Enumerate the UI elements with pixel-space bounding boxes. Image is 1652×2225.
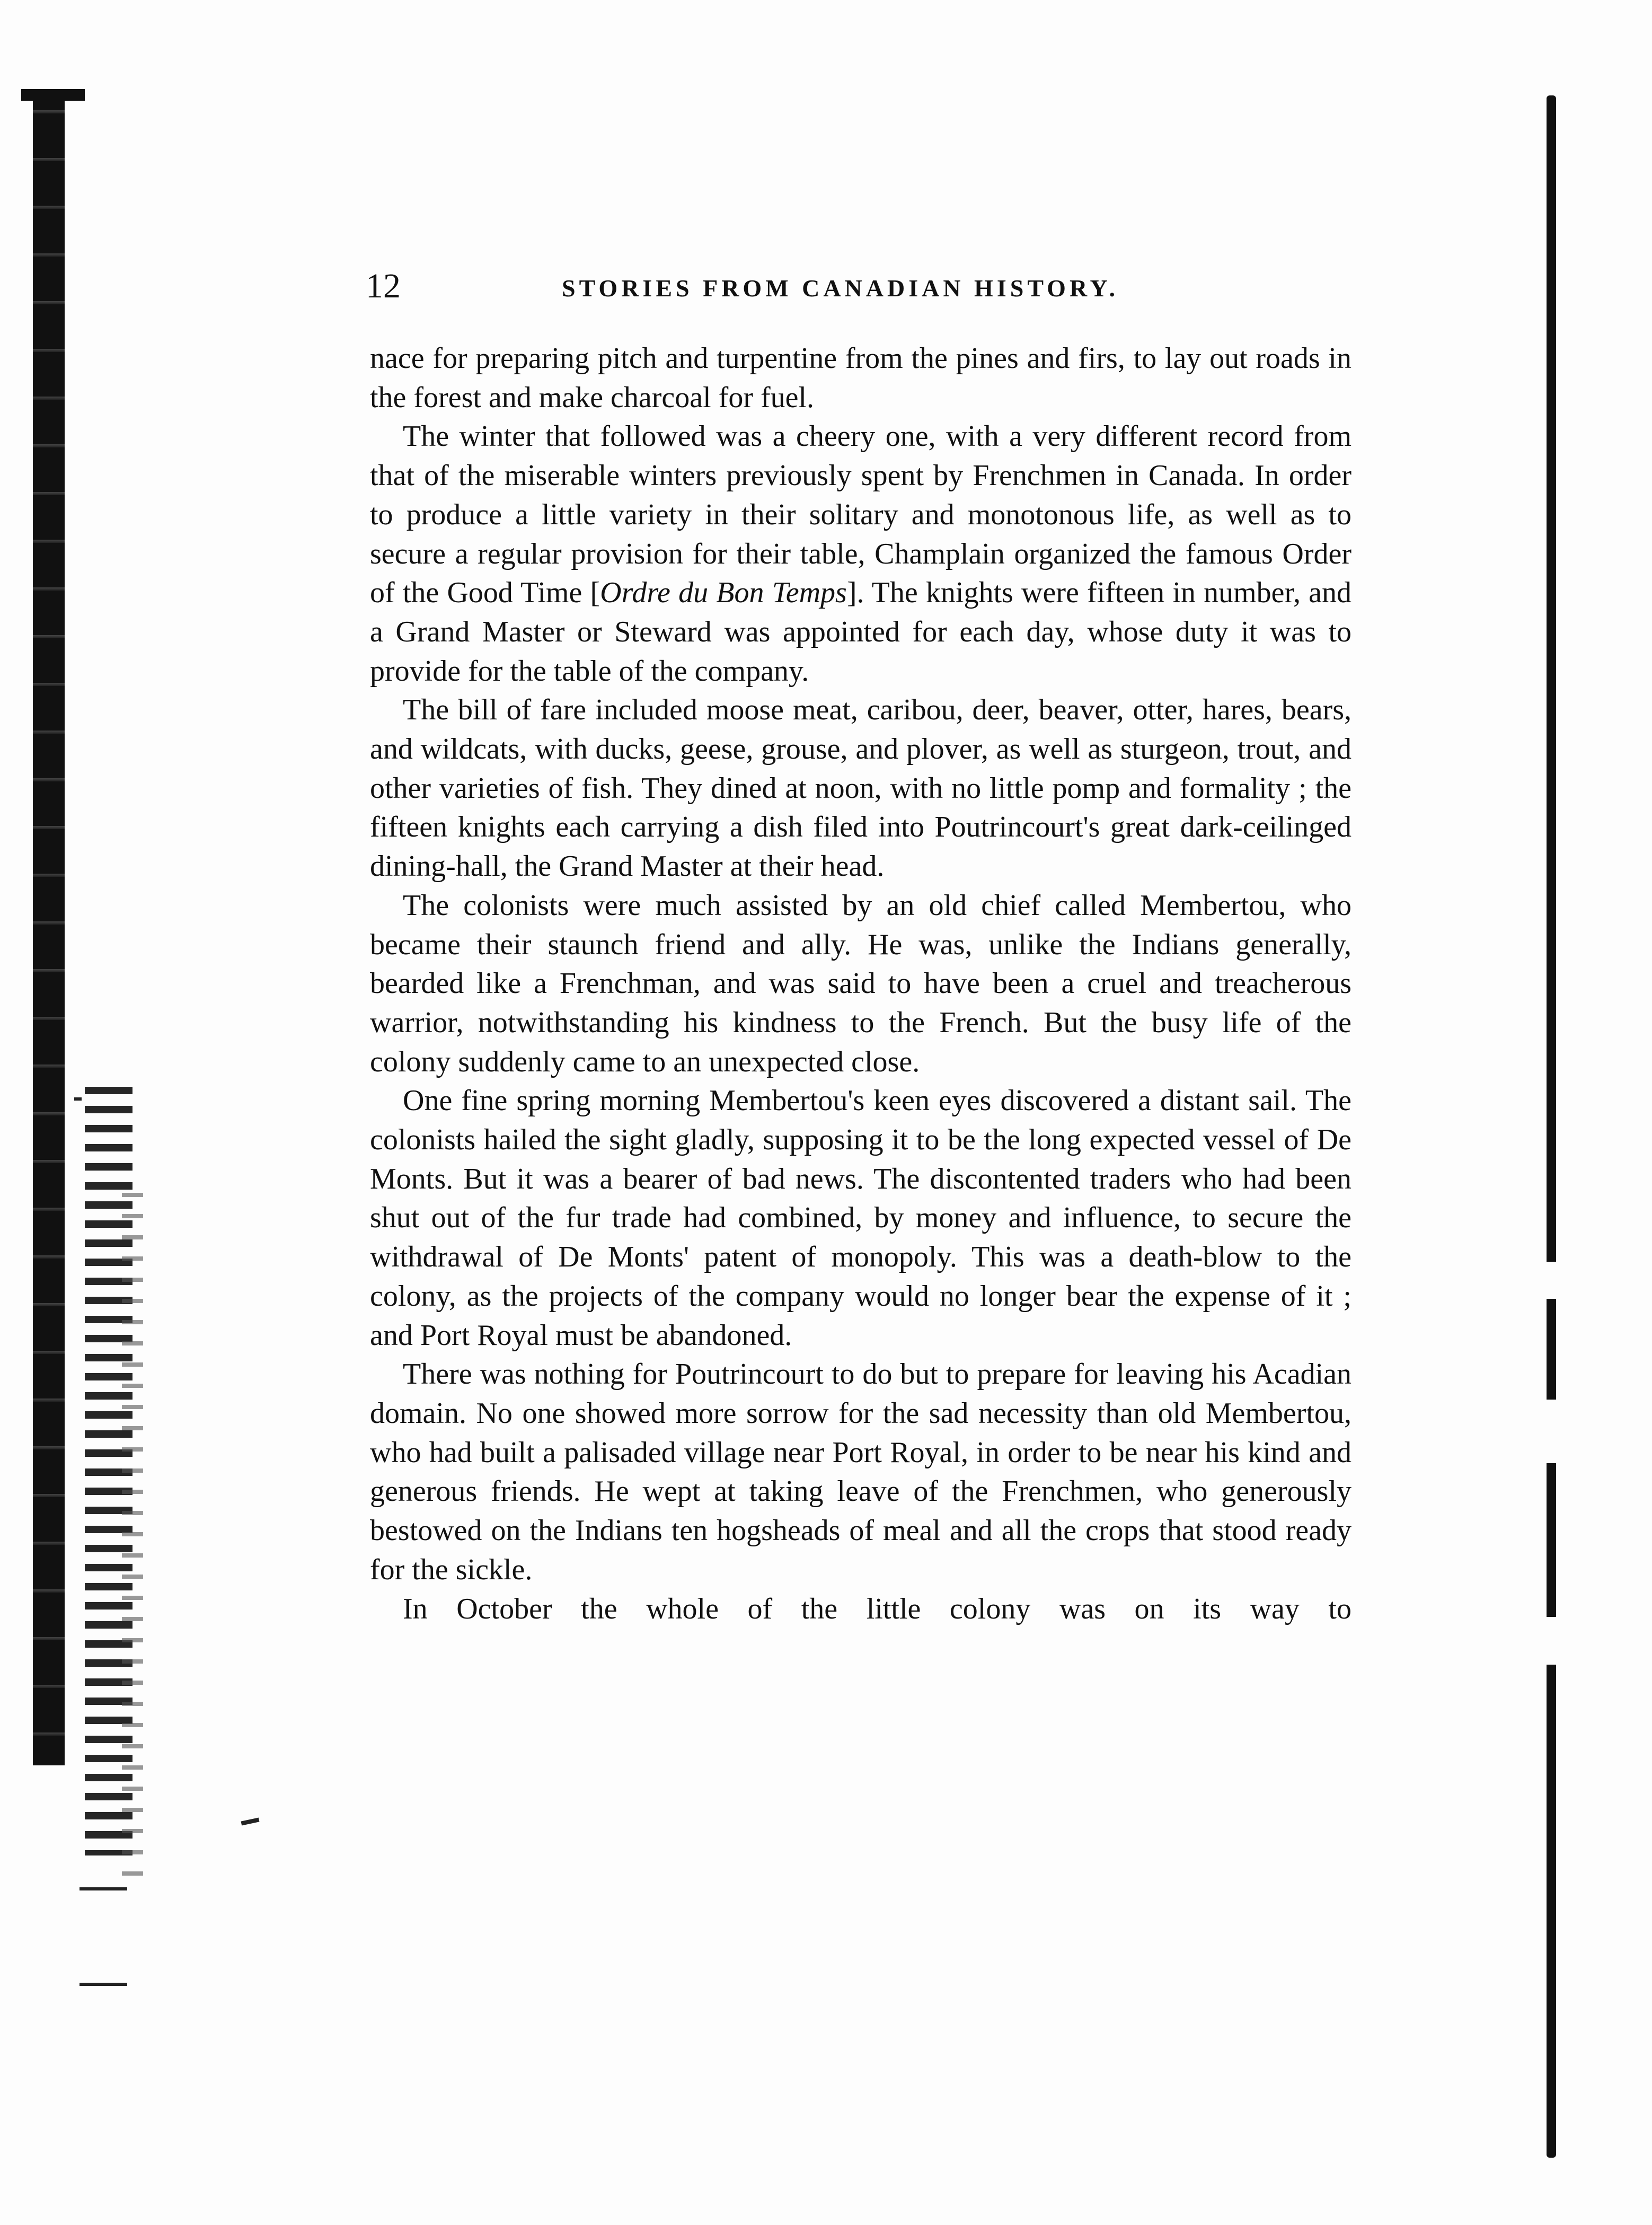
binding-edge-dash (74, 1097, 82, 1101)
italic-phrase: Ordre du Bon Temps (600, 576, 847, 610)
stray-ink-mark (241, 1818, 260, 1826)
paragraph: The bill of fare included moose meat, caribou, deer, beaver, otter, hares, bears, and wildcats, with ducks, geese, grouse, and plover, as well as sturgeon, trout, and other varieties of fish. They dined at noon, with no little pomp and formality ; the fifteen knights each carrying a dish filed into Poutrincourt's great dark-ceilinged dining-hall, the Grand Master at their head. (370, 693, 1351, 883)
binding-edge-dash (79, 1983, 127, 1986)
paragraph: In October the whole of the little colony was on its way to (403, 1592, 1351, 1625)
page-edge-gap (1545, 1262, 1558, 1299)
paragraph: One fine spring morning Membertou's keen eyes discovered a distant sail. The colonists hailed the sight gladly, supposing it to be the long expected vessel of De Monts. But it was a bearer of bad news. The discontented traders who had been shut out of the fur trade had combined, by money and influence, to secure the withdrawal of De Monts' patent of monopoly. This was a death-blow to the colony, as the projects of the company would no longer bear the expense of it ; and Port Royal must be abandoned. (370, 1084, 1351, 1352)
paragraph-text: ]. The knights were fifteen in number, and a Grand Master or Steward was appointed for each day, whose duty it was to provide for the table of the company. (370, 576, 1351, 688)
paragraph: The colonists were much assisted by an old chief called Membertou, who became their staunch friend and ally. He was, unlike the Indians generally, bearded like a Frenchman, and was said to have been a cruel and treacherous warrior, notwithstanding his kindness to the French. But the busy life of the colony suddenly came to an unexpected close. (370, 889, 1351, 1078)
page-edge-gap (1545, 1617, 1558, 1665)
running-head: STORIES FROM CANADIAN HISTORY. (562, 275, 1119, 302)
paragraph-text: The winter that followed was a cheery one, with a very different record from that of the miserable winters previously spent by Frenchmen in Canada. In order to produce a little variety in their solitary and monotonous life, as well as to secure a regular provision for their table, Champlain organized the famous Order of the Good Time [ (370, 420, 1351, 610)
paragraph: nace for preparing pitch and turpentine from the pines and firs, to lay out roads in the forest and make charcoal for fuel. (370, 342, 1351, 414)
binding-edge-shadow (33, 90, 65, 1765)
page-number: 12 (366, 267, 401, 305)
binding-edge-fade-marks (122, 1193, 143, 1882)
body-text (370, 339, 1351, 1629)
page-edge-gap (1545, 1400, 1558, 1463)
binding-edge-dash (79, 1887, 127, 1890)
paragraph: There was nothing for Poutrincourt to do but to prepare for leaving his Acadian domain. No one showed more sorrow for the sad necessity than old Membertou, who had built a palisaded village near Port Royal, in order to be near his kind and generous friends. He wept at taking leave of the Frenchmen, who generously bestowed on the Indians ten hogsheads of meal and all the crops that stood ready for the sickle. (370, 1358, 1351, 1586)
page-edge-shadow (1547, 95, 1556, 2158)
paragraph (370, 417, 1351, 691)
